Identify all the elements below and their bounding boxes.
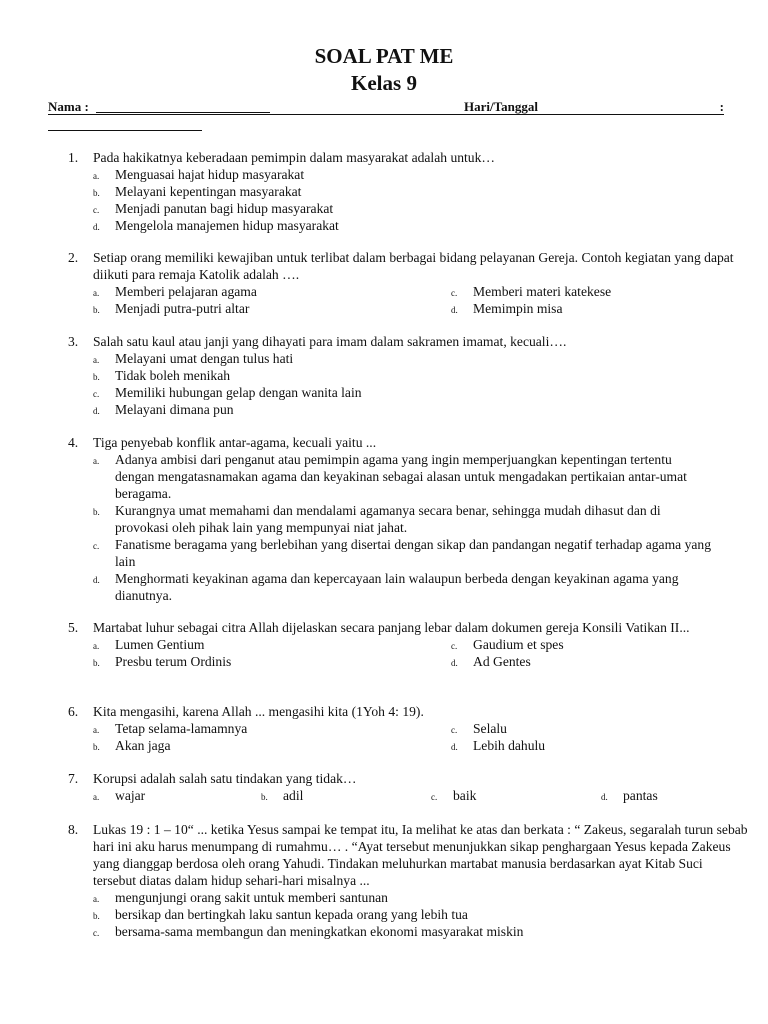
nama-blank-line — [96, 112, 270, 113]
option-letter: a. — [93, 894, 100, 904]
option-letter: d. — [93, 575, 100, 585]
option-text: adil — [283, 788, 304, 803]
option-d — [601, 787, 741, 804]
option-text: Melayani umat dengan tulus hati — [115, 351, 294, 366]
question-number: 3. — [68, 334, 79, 349]
option-text: Selalu — [473, 721, 507, 736]
question-5 — [68, 619, 748, 670]
option-d — [93, 570, 713, 604]
question-number: 4. — [68, 435, 79, 450]
option-c — [93, 536, 713, 570]
option-letter: d. — [451, 658, 458, 668]
option-b — [93, 502, 713, 536]
option-a — [93, 889, 748, 906]
option-d — [451, 737, 751, 754]
option-letter: c. — [451, 288, 458, 298]
option-letter: d. — [451, 305, 458, 315]
option-letter: a. — [93, 456, 100, 466]
option-c — [431, 787, 601, 804]
options-list — [93, 889, 748, 940]
option-text: baik — [453, 788, 477, 803]
option-letter: a. — [93, 641, 100, 651]
question-8 — [68, 821, 748, 940]
options-list — [93, 350, 748, 418]
option-letter: d. — [93, 222, 100, 232]
options-list — [93, 451, 713, 604]
option-text: Tetap selama-lamamnya — [115, 721, 248, 736]
option-letter: c. — [451, 641, 458, 651]
option-a — [93, 283, 451, 300]
option-text: mengunjungi orang sakit untuk memberi santunan — [115, 890, 388, 905]
option-b — [93, 183, 748, 200]
option-d — [451, 300, 751, 317]
option-c — [93, 384, 748, 401]
option-letter: b. — [93, 658, 100, 668]
header-divider — [48, 114, 724, 115]
option-letter: c. — [451, 725, 458, 735]
option-letter: d. — [601, 792, 608, 802]
option-text: Fanatisme beragama yang berlebihan yang disertai dengan sikap dan pandangan negatif terhadap agama yang lain — [115, 537, 712, 569]
option-text: Melayani kepentingan masyarakat — [115, 184, 302, 199]
question-number: 2. — [68, 250, 79, 265]
option-letter: b. — [261, 792, 268, 802]
option-text: Mengelola manajemen hidup masyarakat — [115, 218, 339, 233]
option-text: Memimpin misa — [473, 301, 563, 316]
question-text: Tiga penyebab konflik antar-agama, kecuali yaitu ... — [93, 435, 377, 450]
option-letter: a. — [93, 171, 100, 181]
option-letter: c. — [93, 928, 100, 938]
option-d — [93, 217, 748, 234]
option-text: Menjadi putra-putri altar — [115, 301, 250, 316]
question-1 — [68, 149, 748, 234]
option-text: Memberi materi katekese — [473, 284, 612, 299]
question-6 — [68, 703, 748, 754]
option-text: bersama-sama membangun dan meningkatkan ekonomi masyarakat miskin — [115, 924, 524, 939]
option-letter: c. — [93, 389, 100, 399]
question-text: Kita mengasihi, karena Allah ... mengasihi kita (1Yoh 4: 19). — [93, 704, 424, 719]
option-text: Gaudium et spes — [473, 637, 564, 652]
question-3 — [68, 333, 748, 418]
option-text: pantas — [623, 788, 658, 803]
option-letter: d. — [451, 742, 458, 752]
option-text: wajar — [115, 788, 146, 803]
option-letter: b. — [93, 305, 100, 315]
option-d — [93, 401, 748, 418]
option-letter: c. — [93, 205, 100, 215]
question-text: Martabat luhur sebagai citra Allah dijelaskan secara panjang lebar dalam dokumen gereja Konsili Vatikan II... — [93, 620, 690, 635]
question-7 — [68, 770, 748, 804]
option-c — [451, 283, 751, 300]
question-text: Pada hakikatnya keberadaan pemimpin dalam masyarakat adalah untuk… — [93, 150, 495, 165]
option-letter: d. — [93, 406, 100, 416]
question-2 — [68, 249, 748, 317]
option-letter: a. — [93, 792, 100, 802]
options-list — [93, 636, 748, 670]
option-text: Melayani dimana pun — [115, 402, 234, 417]
option-a — [93, 720, 451, 737]
option-letter: b. — [93, 742, 100, 752]
question-text: Salah satu kaul atau janji yang dihayati para imam dalam sakramen imamat, kecuali…. — [93, 334, 567, 349]
question-text: Lukas 19 : 1 – 10“ ... ketika Yesus sampai ke tempat itu, Ia melihat ke atas dan berkata : “ Zakeus, segaralah turun sebab hari ini aku harus menumpang di rumahmu… . “Ayat tersebut menunjukkan sikap penghargaan Yesus kepada Zakeus yang dianggap berdosa oleh orang Yahudi. Tindakan meluhurkan martabat manusia berdasarkan ayat Kitab Suci tersebut diatas dalam hidup sehari-hari misalnya ... — [93, 822, 748, 888]
option-text: Lebih dahulu — [473, 738, 546, 753]
option-a — [93, 787, 261, 804]
option-a — [93, 636, 451, 653]
question-text: Korupsi adalah salah satu tindakan yang tidak… — [93, 771, 357, 786]
option-a — [93, 166, 748, 183]
option-letter: c. — [93, 541, 100, 551]
option-a — [93, 451, 713, 502]
option-letter: a. — [93, 355, 100, 365]
option-text: Akan jaga — [115, 738, 171, 753]
option-text: Menghormati keyakinan agama dan kepercayaan lain walaupun berbeda dengan keyakinan agama yang dianutnya. — [115, 571, 679, 603]
question-number: 5. — [68, 620, 79, 635]
option-b — [93, 653, 451, 670]
hari-colon: : — [719, 99, 724, 114]
question-number: 8. — [68, 822, 79, 837]
option-b — [93, 906, 748, 923]
page-subtitle: Kelas 9 — [351, 71, 417, 95]
option-b — [261, 787, 431, 804]
hari-tanggal-label: Hari/Tanggal — [464, 99, 538, 114]
options-list — [93, 720, 748, 754]
question-text: Setiap orang memiliki kewajiban untuk terlibat dalam berbagai bidang pelayanan Gereja. Contoh kegiatan yang dapat diikuti para remaja Katolik adalah …. — [93, 250, 734, 282]
option-text: Menjadi panutan bagi hidup masyarakat — [115, 201, 334, 216]
question-4 — [68, 434, 748, 604]
option-letter: c. — [431, 792, 438, 802]
option-c — [451, 636, 751, 653]
option-a — [93, 350, 748, 367]
options-list — [93, 283, 748, 317]
question-number: 7. — [68, 771, 79, 786]
option-d — [451, 653, 751, 670]
option-text: Ad Gentes — [473, 654, 531, 669]
tanggal-blank-line — [48, 130, 202, 131]
option-letter: b. — [93, 372, 100, 382]
option-c — [93, 923, 748, 940]
nama-label: Nama : — [48, 99, 89, 114]
options-list — [93, 787, 748, 804]
option-letter: a. — [93, 288, 100, 298]
option-text: Memiliki hubungan gelap dengan wanita lain — [115, 385, 362, 400]
option-text: Tidak boleh menikah — [115, 368, 231, 383]
option-text: bersikap dan bertingkah laku santun kepada orang yang lebih tua — [115, 907, 468, 922]
option-letter: b. — [93, 911, 100, 921]
option-text: Menguasai hajat hidup masyarakat — [115, 167, 305, 182]
question-number: 6. — [68, 704, 79, 719]
option-b — [93, 300, 451, 317]
option-b — [93, 737, 451, 754]
options-list — [93, 166, 748, 234]
question-number: 1. — [68, 150, 79, 165]
option-text: Kurangnya umat memahami dan mendalami agamanya secara benar, sehingga mudah dihasut dan di provokasi oleh pihak lain yang mempunyai niat jahat. — [115, 503, 661, 535]
option-letter: a. — [93, 725, 100, 735]
option-c — [451, 720, 751, 737]
option-letter: b. — [93, 188, 100, 198]
page-title: SOAL PAT ME — [314, 44, 454, 68]
option-text: Memberi pelajaran agama — [115, 284, 257, 299]
option-c — [93, 200, 748, 217]
option-text: Lumen Gentium — [115, 637, 205, 652]
option-b — [93, 367, 748, 384]
option-text: Adanya ambisi dari penganut atau pemimpin agama yang ingin memperjuangkan kepentingan tertentu dengan mengatasnamakan agama dan keyakinan sebagai alasan untuk mengadakan pertikaian antar-umat beragama. — [115, 452, 687, 501]
option-letter: b. — [93, 507, 100, 517]
option-text: Presbu terum Ordinis — [115, 654, 232, 669]
